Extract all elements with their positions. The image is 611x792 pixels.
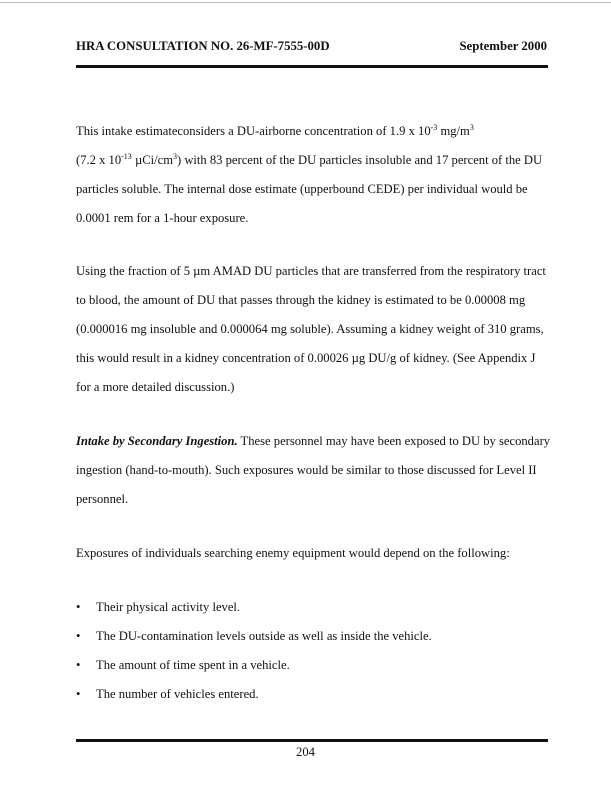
list-item: • The DU-contamination levels outside as well as inside the vehicle.	[76, 622, 551, 651]
header-rule	[76, 65, 548, 68]
text: This intake estimateconsiders a DU-airborne concentration of 1.9 x 10	[76, 124, 431, 138]
list-item: • Their physical activity level.	[76, 593, 551, 622]
page-number: 204	[296, 745, 315, 759]
text: µCi/cm	[131, 153, 173, 167]
header-title: HRA CONSULTATION NO. 26-MF-7555-00D	[76, 39, 330, 53]
text: (7.2 x 10	[76, 153, 122, 167]
list-item: • The number of vehicles entered.	[76, 680, 551, 709]
paragraph-kidney: Using the fraction of 5 µm AMAD DU particles that are transferred from the respiratory tract to blood, the amount of DU that passes through the kidney is estimated to be 0.00008 mg (0.000016 mg insoluble and 0.000064 mg soluble). Assuming a kidney weight of 310 grams, this would result in a kidney concentration of 0.00026 µg DU/g of kidney. (See Appendix J for a more detailed discussion.)	[76, 264, 546, 394]
section-heading: Intake by Secondary Ingestion.	[76, 434, 238, 448]
exponent: -13	[121, 152, 132, 161]
text: These personnel may have been exposed to DU by secondary ingestion (hand-to-mouth). Such exposures would be similar to those discussed for Level II personnel.	[76, 434, 551, 506]
text: mg/m	[437, 124, 470, 138]
exponent: 3	[469, 123, 474, 132]
footer-rule	[76, 739, 548, 742]
list-item: • The amount of time spent in a vehicle.	[76, 651, 551, 680]
paragraph-secondary-ingestion	[76, 427, 551, 514]
scan-edge-line	[0, 2, 611, 3]
paragraph-intake-estimate	[76, 117, 551, 233]
paragraph-exposures: Exposures of individuals searching enemy equipment would depend on the following:	[76, 546, 510, 560]
bullet-list	[76, 593, 551, 709]
header-date: September 2000	[459, 39, 547, 53]
exponent: -3	[430, 123, 438, 132]
text: ) with 83 percent of the DU particles insoluble and 17 percent of the DU particles soluble. The internal dose estimate (upperbound CEDE) per individual would be 0.0001 rem for a 1-hour exposure.	[76, 153, 543, 225]
exponent: 3	[173, 152, 177, 161]
